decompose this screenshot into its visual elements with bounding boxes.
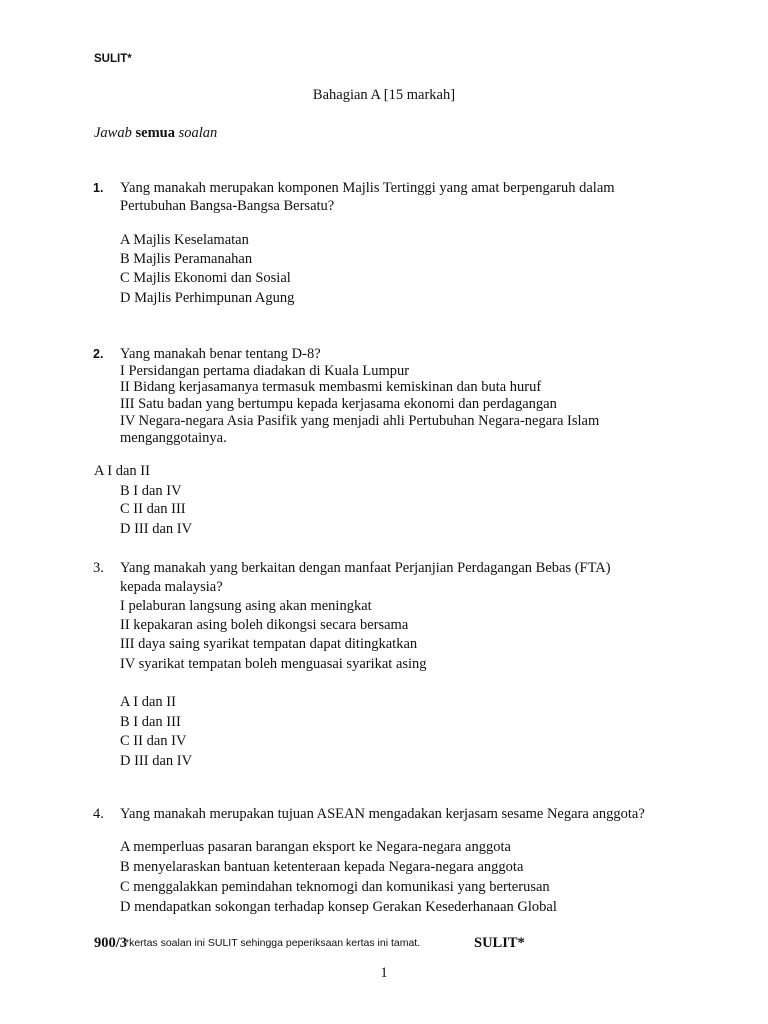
instruction-prefix: Jawab (94, 125, 132, 141)
section-title: Bahagian A [15 markah] (312, 87, 456, 103)
question-2-option-c: C II dan III (120, 501, 186, 517)
question-3-stem-line: III daya saing syarikat tempatan dapat ditingkatkan (120, 636, 418, 652)
question-4-option-a: A memperluas pasaran barangan eksport ke Negara-negara anggota (120, 839, 511, 855)
question-3-option-a: A I dan II (120, 694, 176, 710)
question-2-option-b: B I dan IV (120, 483, 182, 499)
question-2-stem-line: II Bidang kerjasamanya termasuk membasmi kemiskinan dan buta huruf (120, 379, 542, 395)
question-2-stem-line: III Satu badan yang bertumpu kepada kerjasama ekonomi dan perdagangan (120, 396, 557, 412)
question-2-stem-line: Yang manakah benar tentang D-8? (120, 346, 321, 362)
question-1-option-d: D Majlis Perhimpunan Agung (120, 290, 295, 306)
sulit-header: SULIT* (94, 53, 132, 65)
question-4-stem-line: Yang manakah merupakan tujuan ASEAN mengadakan kerjasam sesame Negara anggota? (120, 806, 645, 822)
footer-note: *kertas soalan ini SULIT sehingga peperiksaan kertas ini tamat. (125, 937, 421, 949)
question-2-stem-line: IV Negara-negara Asia Pasifik yang menjadi ahli Pertubuhan Negara-negara Islam (120, 413, 600, 429)
instruction (94, 124, 217, 142)
question-1-option-c: C Majlis Ekonomi dan Sosial (120, 270, 291, 286)
footer-paper-code: 900/3 (94, 935, 128, 951)
question-3-stem-line: Yang manakah yang berkaitan dengan manfaat Perjanjian Perdagangan Bebas (FTA) (120, 560, 611, 576)
instruction-suffix: soalan (178, 125, 218, 141)
question-2-option-a: A I dan II (94, 463, 150, 479)
question-1-stem-line: Pertubuhan Bangsa-Bangsa Bersatu? (120, 198, 335, 214)
question-3-stem-line: II kepakaran asing boleh dikongsi secara bersama (120, 617, 409, 633)
question-4-option-b: B menyelaraskan bantuan ketenteraan kepada Negara-negara anggota (120, 859, 524, 875)
question-1-stem-line: Yang manakah merupakan komponen Majlis Tertinggi yang amat berpengaruh dalam (120, 180, 615, 196)
question-3-stem-line: I pelaburan langsung asing akan meningkat (120, 598, 372, 614)
question-1-option-a: A Majlis Keselamatan (120, 232, 249, 248)
question-1-number: 1. (93, 181, 104, 195)
question-3-option-d: D III dan IV (120, 753, 193, 769)
question-1-option-b: B Majlis Peramanahan (120, 251, 253, 267)
question-3-option-b: B I dan III (120, 714, 181, 730)
question-3-number: 3. (93, 560, 104, 576)
question-2-stem-line: I Persidangan pertama diadakan di Kuala Lumpur (120, 363, 410, 379)
instruction-bold: semua (135, 125, 175, 141)
footer-sulit: SULIT* (474, 935, 525, 951)
question-3-stem-line: IV syarikat tempatan boleh menguasai syarikat asing (120, 656, 427, 672)
page-number: 1 (380, 965, 388, 981)
question-3-option-c: C II dan IV (120, 733, 187, 749)
question-4-option-d: D mendapatkan sokongan terhadap konsep Gerakan Kesederhanaan Global (120, 899, 557, 915)
question-4-number: 4. (93, 806, 104, 822)
question-4-option-c: C menggalakkan pemindahan teknomogi dan komunikasi yang berterusan (120, 879, 550, 895)
question-2-option-d: D III dan IV (120, 521, 193, 537)
question-2-stem-line: menganggotainya. (120, 430, 227, 446)
question-2-number: 2. (93, 347, 104, 361)
question-3-stem-line: kepada malaysia? (120, 579, 223, 595)
